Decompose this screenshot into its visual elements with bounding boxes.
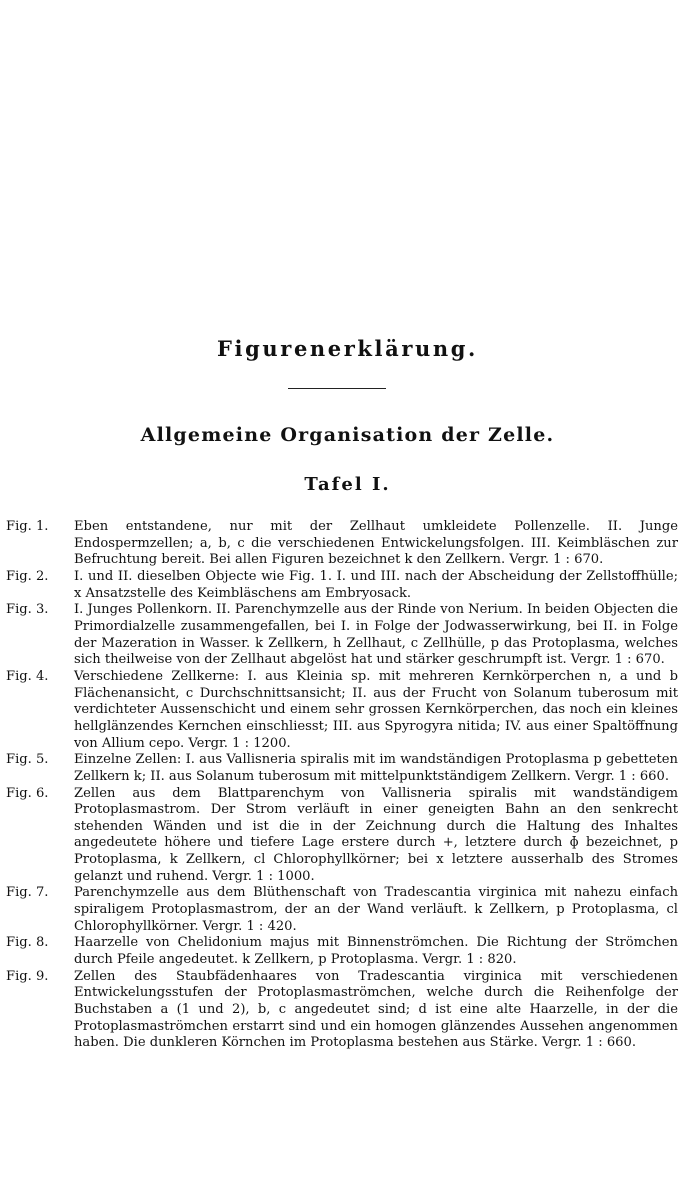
page-title: Figurenerklärung.	[217, 336, 478, 361]
figure-label: Fig. 2.	[6, 568, 49, 584]
figure-entry-9	[6, 969, 678, 1052]
title-divider	[288, 388, 386, 389]
figure-entry-6	[6, 786, 678, 886]
section-subtitle: Allgemeine Organisation der Zelle.	[140, 424, 555, 446]
figure-label: Fig. 9.	[6, 968, 49, 984]
figure-description: I. und II. dieselben Objecte wie Fig. 1. I. und III. nach der Abscheidung der Zellstoffhülle; x Ansatzstelle des Keimbläschens am Embryosack.	[74, 568, 678, 601]
figure-description: Zellen des Staubfädenhaares von Tradescantia virginica mit verschiedenen Entwickelungsstufen der Protoplasmaströmchen, welche durch die Reihenfolge der Buchstaben a (1 und 2), b, c angedeutet sind; d ist eine alte Haarzelle, in der die Protoplasmaströmchen erstarrt sind und ein homogen glänzendes Aussehen angenommen haben. Die dunkleren Körnchen im Protoplasma bestehen aus Stärke. Vergr. 1 : 660.	[74, 968, 678, 1051]
figure-entry-7	[6, 885, 678, 935]
figure-label: Fig. 3.	[6, 602, 49, 618]
figure-entry-1	[6, 519, 678, 569]
figure-label: Fig. 7.	[6, 885, 49, 901]
figure-description: I. Junges Pollenkorn. II. Parenchymzelle aus der Rinde von Nerium. In beiden Objecten die Primordialzelle zusammengefallen, bei I. in Folge der Jodwasserwirkung, bei II. in Folge der Mazeration in Wasser. k Zellkern, h Zellhaut, c Zellhülle, p das Protoplasma, welches sich theilweise von der Zellhaut abgelöst hat und stärker geschrumpft ist. Vergr. 1 : 670.	[74, 602, 678, 668]
figure-label: Fig. 8.	[6, 935, 49, 951]
figure-description: Zellen aus dem Blattparenchym von Vallisneria spiralis mit wandständigem Protoplasmastrom. Der Strom verläuft in einer geneigten Bahn an den senkrecht stehenden Wänden und ist die in der Zeichnung durch die Haltung des Inhaltes angedeutete höhere und tiefere Lage erstere durch +, letztere durch ɸ bezeichnet, p Protoplasma, k Zellkern, cl Chlorophyllkörner; bei x letztere ausserhalb des Stromes gelanzt und ruhend. Vergr. 1 : 1000.	[74, 785, 678, 884]
figure-description: Einzelne Zellen: I. aus Vallisneria spiralis mit im wandständigen Protoplasma p gebetteten Zellkern k; II. aus Solanum tuberosum mit mittelpunktständigem Zellkern. Vergr. 1 : 660.	[74, 752, 678, 784]
figure-label: Fig. 6.	[6, 785, 49, 801]
figure-entry-8	[6, 935, 678, 968]
figure-entry-4	[6, 669, 678, 752]
figure-label: Fig. 5.	[6, 752, 49, 768]
figure-legend-list	[6, 519, 678, 1052]
plate-heading: Tafel I.	[304, 474, 391, 495]
figure-entry-3	[6, 602, 678, 669]
figure-description: Eben entstandene, nur mit der Zellhaut umkleidete Pollenzelle. II. Junge Endospermzellen; a, b, c die verschiedenen Entwickelungsfolgen. III. Keimbläschen zur Befruchtung bereit. Bei allen Figuren bezeichnet k den Zellkern. Vergr. 1 : 670.	[74, 519, 678, 568]
figure-description: Haarzelle von Chelidonium majus mit Binnenströmchen. Die Richtung der Strömchen durch Pfeile angedeutet. k Zellkern, p Protoplasma. Vergr. 1 : 820.	[74, 935, 678, 968]
figure-description: Parenchymzelle aus dem Blüthenschaft von Tradescantia virginica mit nahezu einfach spiraligem Protoplasmastrom, der an der Wand verläuft. k Zellkern, p Protoplasma, cl Chlorophyllkörner. Vergr. 1 : 420.	[74, 885, 678, 934]
figure-description: Verschiedene Zellkerne: I. aus Kleinia sp. mit mehreren Kernkörperchen n, a und b Flächenansicht, c Durchschnittsansicht; II. aus der Frucht von Solanum tuberosum mit verdichteter Aussenschicht und einem sehr grossen Kernkörperchen, das noch ein kleines hellglänzendes Kernchen einschliesst; III. aus Spyrogyra nitida; IV. aus einer Spaltöffnung von Allium cepo. Vergr. 1 : 1200.	[74, 668, 678, 751]
figure-entry-5	[6, 752, 678, 785]
figure-label: Fig. 4.	[6, 668, 49, 684]
figure-entry-2	[6, 569, 678, 602]
figure-label: Fig. 1.	[6, 519, 49, 534]
